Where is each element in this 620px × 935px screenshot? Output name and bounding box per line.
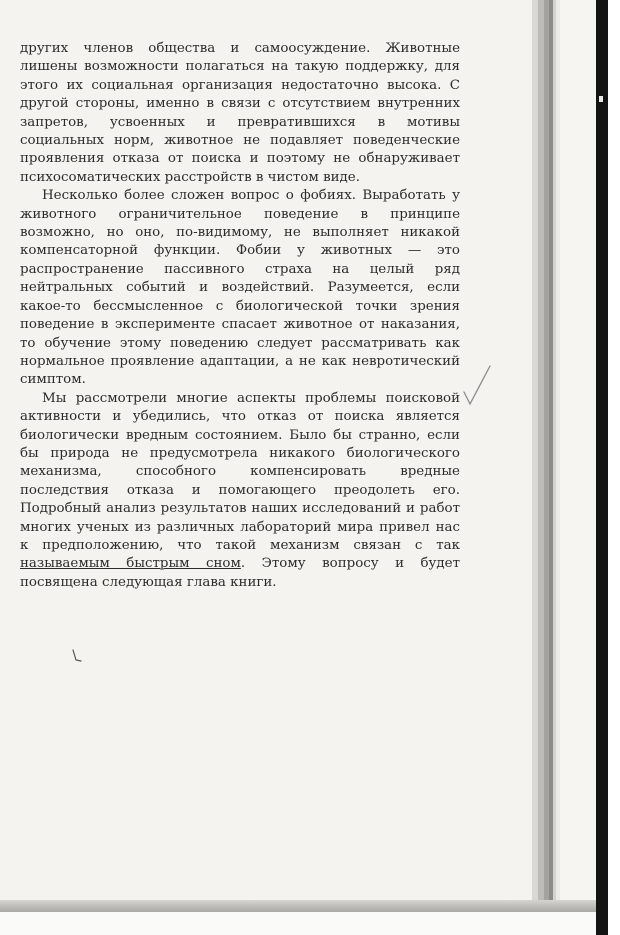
book-spine-shadow: [596, 0, 608, 935]
ink-dot-mark: [598, 90, 604, 98]
paragraph-3-text-after: . Этому вопросу и будет посвящена следующая глава книги.: [20, 556, 460, 590]
pencil-check-mark-icon: [460, 360, 500, 420]
pencil-tick-mark-icon: [70, 648, 86, 664]
background-margin: [608, 0, 620, 935]
paragraph-3-text-before: Мы рассмотрели многие аспекты проблемы поисковой активности и убедились, что отказ от поиска является биологически вредным состоянием. Было бы странно, если бы природа не предусмотрела никакого биологического механизма, способного компенсировать вредные последствия отказа и помогающего преодолеть его. Подробный анализ результатов наших исследований и работ многих ученых из различных лабораторий мира привел нас к предположению, что такой механизм связан с так: [20, 390, 460, 553]
background-margin: [0, 912, 596, 935]
paragraph-3: [20, 390, 460, 592]
paragraph-2: Несколько более сложен вопрос о фобиях. Выработать у животного ограничительное поведение в принципе возможно, но оно, по-видимому, не выполняет никакой компенсаторной функции. Фобии у животных — это распространение пассивного страха на целый ряд нейтральных событий и воздействий. Разумеется, если какое-то бессмысленное с биологической точки зрения поведение в эксперименте спасает животное от наказания, то обучение этому поведению следует рассматривать как нормальное проявление адаптации, а не как невротический симптом.: [20, 188, 460, 388]
page-edge: [560, 0, 596, 912]
underlined-phrase: называемым быстрым сном: [20, 556, 241, 572]
body-text: [20, 40, 460, 592]
page-bottom-edge: [0, 900, 596, 912]
paragraph-1: других членов общества и самоосуждение. Животные лишены возможности полагаться на такую поддержку, для этого их социальная организация недостаточно высока. С другой стороны, именно в связи с отсутствием внутренних запретов, усвоенных и превратившихся в мотивы социальных норм, животное не подавляет поведенческие проявления отказа от поиска и поэтому не обнаруживает психосоматических расстройств в чистом виде.: [20, 41, 460, 185]
